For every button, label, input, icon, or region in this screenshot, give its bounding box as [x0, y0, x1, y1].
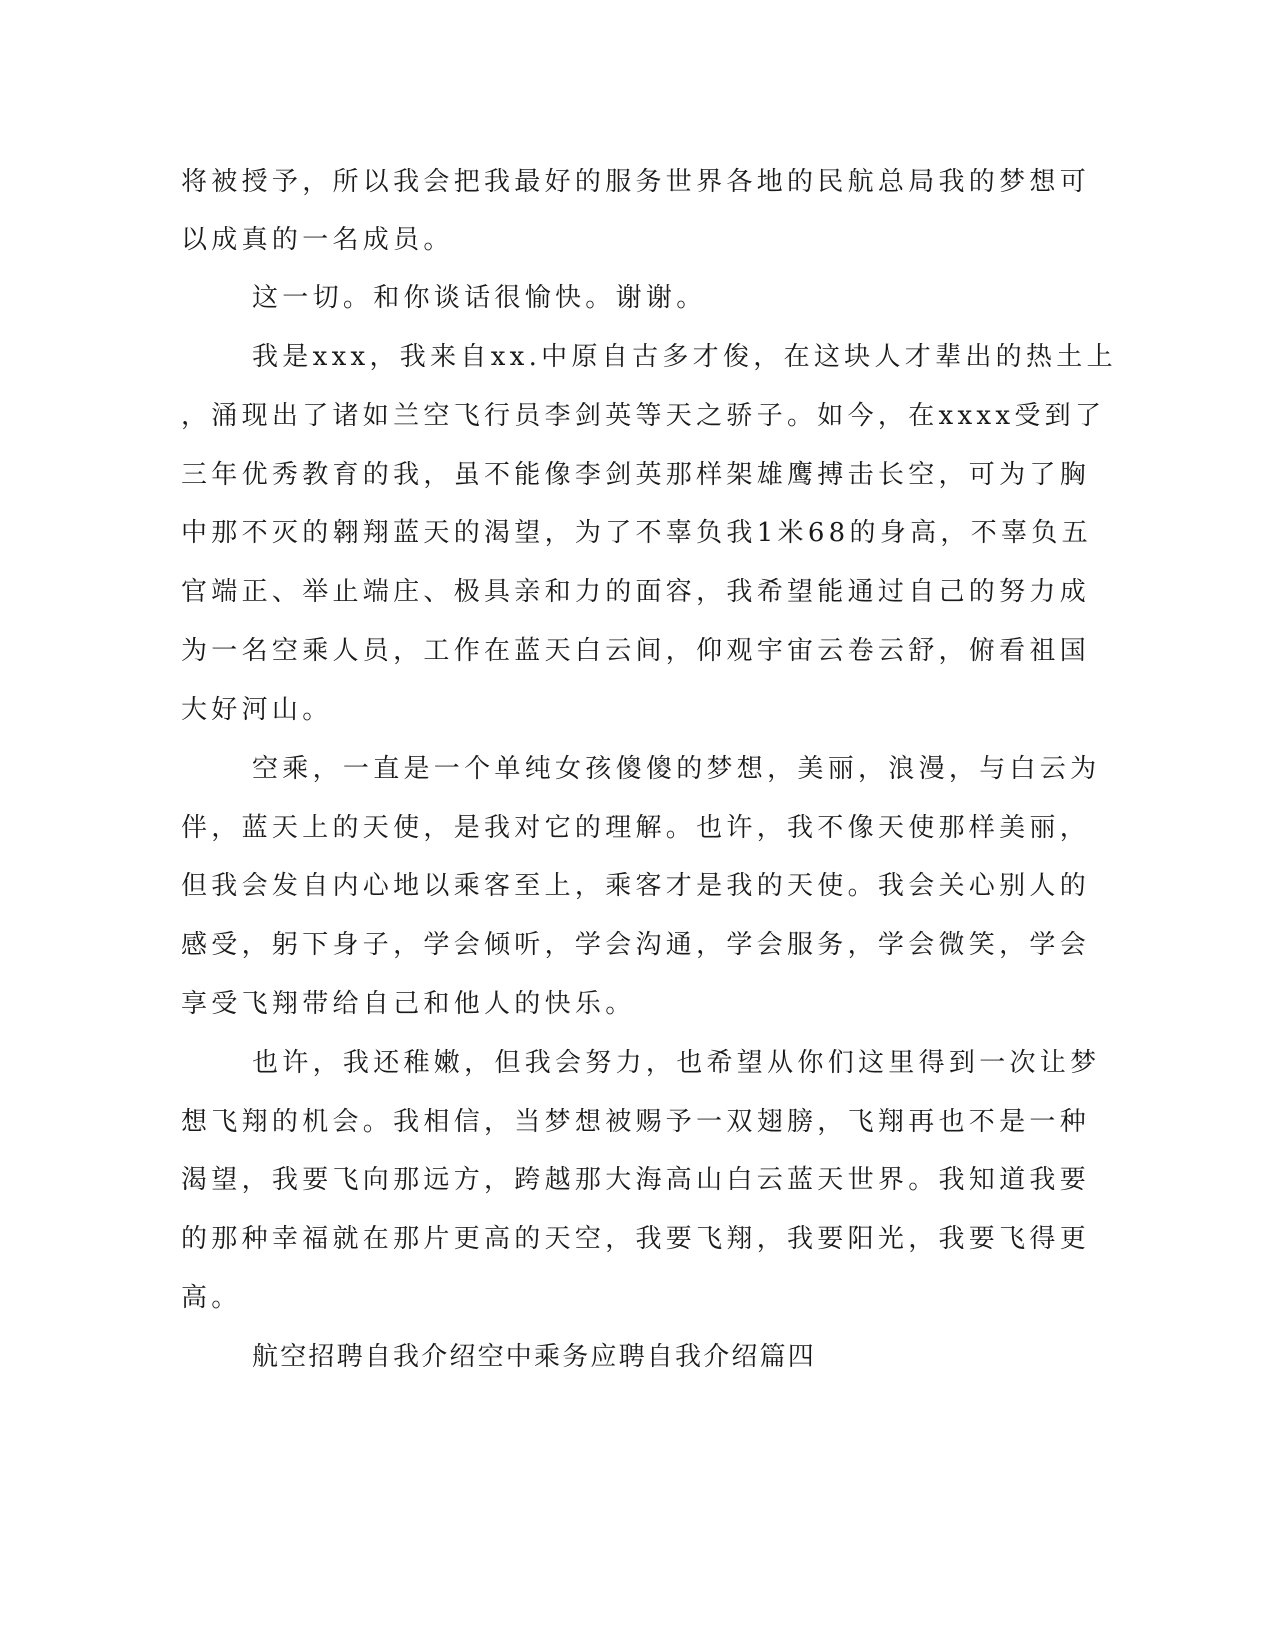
- text-line: 中那不灭的翱翔蓝天的渴望，为了不辜负我1米68的身高，不辜负五: [181, 518, 1092, 548]
- text-line: ，涌现出了诸如兰空飞行员李剑英等天之骄子。如今，在xxxx受到了: [181, 401, 1106, 431]
- text-line: 伴，蓝天上的天使，是我对它的理解。也许，我不像天使那样美丽，: [181, 813, 1091, 843]
- text-line: 这一切。和你谈话很愉快。谢谢。: [252, 283, 707, 313]
- text-line: 三年优秀教育的我，虽不能像李剑英那样架雄鹰搏击长空，可为了胸: [181, 460, 1091, 490]
- section-heading: 航空招聘自我介绍空中乘务应聘自我介绍篇四: [252, 1342, 817, 1372]
- text-line: 我是xxx，我来自xx.中原自古多才俊，在这块人才辈出的热土上: [252, 342, 1117, 372]
- text-line: 的那种幸福就在那片更高的天空，我要飞翔，我要阳光，我要飞得更: [181, 1224, 1091, 1254]
- text-line: 高。: [181, 1283, 242, 1313]
- text-line: 将被授予，所以我会把我最好的服务世界各地的民航总局我的梦想可: [181, 167, 1091, 197]
- text-line: 空乘，一直是一个单纯女孩傻傻的梦想，美丽，浪漫，与白云为: [252, 754, 1101, 784]
- text-line: 但我会发自内心地以乘客至上，乘客才是我的天使。我会关心别人的: [181, 871, 1091, 901]
- text-line: 以成真的一名成员。: [181, 225, 454, 255]
- text-line: 享受飞翔带给自己和他人的快乐。: [181, 989, 636, 1019]
- text-line: 感受，躬下身子，学会倾听，学会沟通，学会服务，学会微笑，学会: [181, 930, 1091, 960]
- text-line: 为一名空乘人员，工作在蓝天白云间，仰观宇宙云卷云舒，俯看祖国: [181, 636, 1091, 666]
- text-line: 想飞翔的机会。我相信，当梦想被赐予一双翅膀，飞翔再也不是一种: [181, 1107, 1091, 1137]
- text-line: 也许，我还稚嫩，但我会努力，也希望从你们这里得到一次让梦: [252, 1048, 1101, 1078]
- text-line: 渴望，我要飞向那远方，跨越那大海高山白云蓝天世界。我知道我要: [181, 1165, 1091, 1195]
- text-line: 官端正、举止端庄、极具亲和力的面容，我希望能通过自己的努力成: [181, 577, 1091, 607]
- text-line: 大好河山。: [181, 695, 333, 725]
